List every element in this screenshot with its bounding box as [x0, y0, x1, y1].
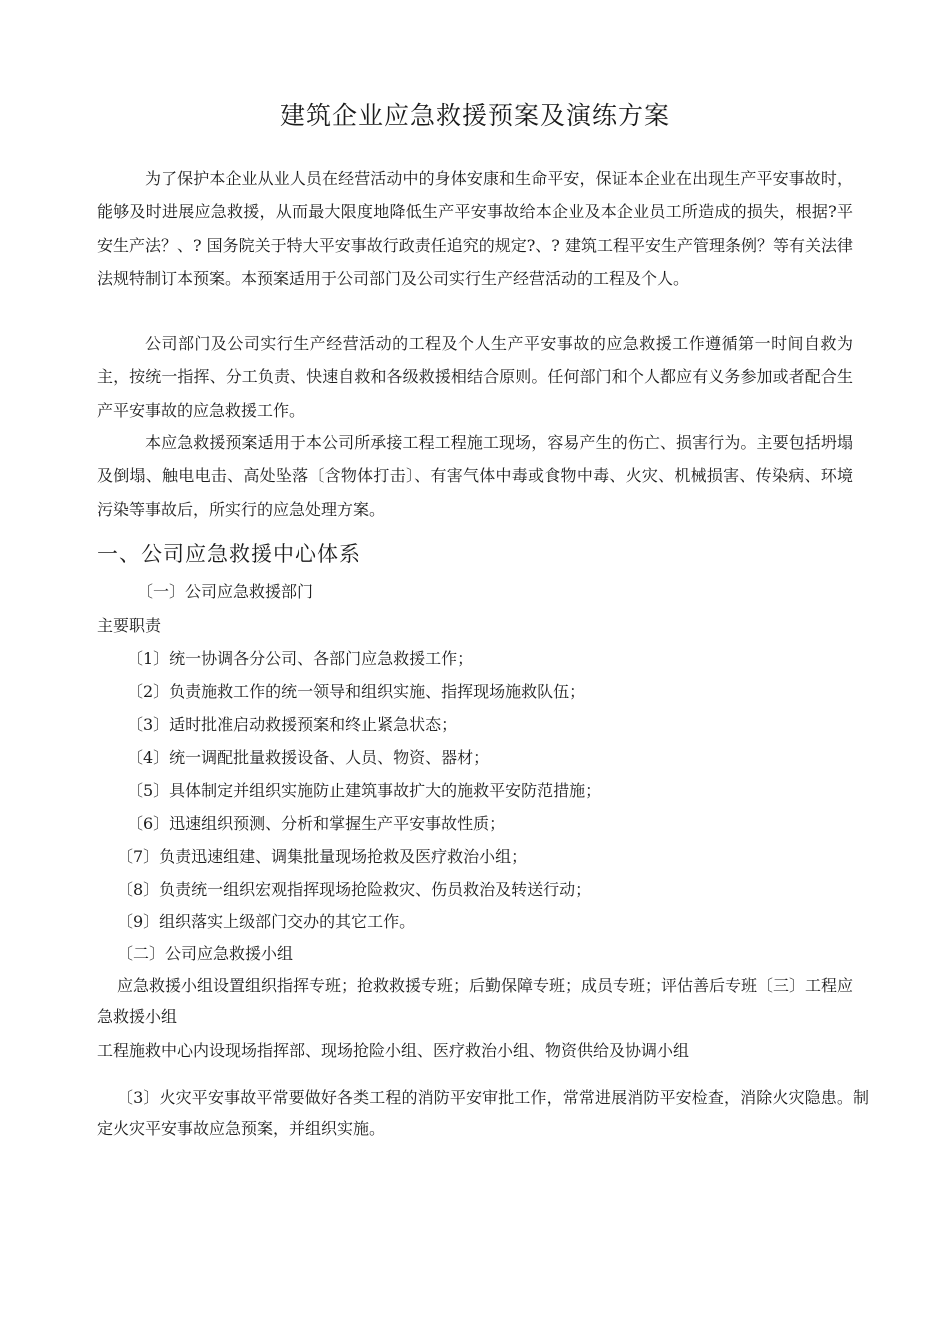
section-heading-1: 一、公司应急救援中心体系 — [97, 542, 361, 566]
duty-item: 〔1〕统一协调各分公司、各部门应急救援工作； — [127, 649, 474, 668]
intro-paragraph-3: 本应急救援预案适用于本公司所承接工程工程施工现场，容易产生的伤亡、损害行为。主要包括坍塌及倒塌、触电电击、高处坠落〔含物体打击〕、有害气体中毒或食物中毒、火灾、机械损害、传染病、环境污染等事故后，所实行的应急处理方案。 — [97, 433, 853, 519]
intro-paragraph-2: 公司部门及公司实行生产经营活动的工程及个人生产平安事故的应急救援工作遵循第一时间自救为主，按统一指挥、分工负责、快速自救和各级救援相结合原则。任何部门和个人都应有义务参加或者配合生产平安事故的应急救援工作。 — [97, 334, 853, 420]
duty-item: 〔9〕组织落实上级部门交办的其它工作。 — [117, 912, 416, 931]
duty-item: 〔7〕负责迅速组建、调集批量现场抢救及医疗救治小组； — [117, 847, 528, 866]
project-center-paragraph: 工程施救中心内设现场指挥部、现场抢险小组、医疗救治小组、物资供给及协调小组 — [97, 1041, 690, 1060]
rescue-team-paragraph: 应急救援小组设置组织指挥专班；抢救救援专班；后勤保障专班；成员专班；评估善后专班〔三〕工程应急救援小组 — [97, 976, 854, 1026]
duty-item: 〔6〕迅速组织预测、分析和掌握生产平安事故性质； — [127, 814, 506, 833]
duty-item: 〔8〕负责统一组织宏观指挥现场抢险救灾、伤员救治及转送行动； — [117, 880, 592, 899]
duty-item: 〔5〕具体制定并组织实施防止建筑事故扩大的施救平安防范措施； — [127, 781, 602, 800]
document-title: 建筑企业应急救援预案及演练方案 — [279, 101, 670, 130]
duty-item: 〔3〕适时批准启动救援预案和终止紧急状态； — [127, 715, 458, 734]
subsection-heading-1: 〔一〕公司应急救援部门 — [137, 582, 314, 601]
fire-safety-paragraph: 〔3〕火灾平安事故平常要做好各类工程的消防平安审批工作，常常进展消防平安检查，消除火灾隐患。制定火灾平安事故应急预案，并组织实施。 — [97, 1088, 869, 1138]
duty-item: 〔4〕统一调配批量救援设备、人员、物资、器材； — [127, 748, 490, 767]
subsection-heading-2: 〔二〕公司应急救援小组 — [117, 944, 294, 963]
duty-item: 〔2〕负责施救工作的统一领导和组织实施、指挥现场施救队伍； — [127, 682, 586, 701]
duties-label: 主要职责 — [97, 616, 162, 635]
intro-paragraph-1: 为了保护本企业从业人员在经营活动中的身体安康和生命平安，保证本企业在出现生产平安事故时，能够及时进展应急救援，从而最大限度地降低生产平安事故给本企业及本企业员工所造成的损失，根据?平安生产法？、? 国务院关于特大平安事故行政责任追究的规定?、? 建筑工程平安生产管理条例？等有关法律法规特制订本预案。本预案适用于公司部门及公司实行生产经营活动的工程及个人。 — [97, 169, 853, 288]
